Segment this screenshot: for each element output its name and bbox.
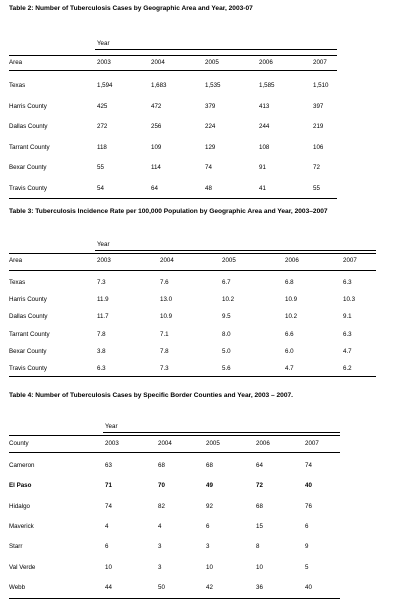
table2-cell: 118 bbox=[97, 143, 107, 151]
table4-cell: 4 bbox=[105, 522, 109, 530]
table3-cell: 7.3 bbox=[160, 365, 169, 372]
table4-cell: 36 bbox=[256, 583, 263, 591]
table4-cell: 10 bbox=[206, 563, 213, 571]
table4-cell: 74 bbox=[105, 502, 112, 510]
table2-cell: 108 bbox=[259, 143, 270, 151]
table4-cell: 71 bbox=[105, 482, 112, 490]
table4-top-rule bbox=[9, 435, 340, 436]
table3-cell: 7.6 bbox=[160, 279, 169, 286]
table2-row-name: Bexar County bbox=[9, 164, 47, 171]
table2-cell: 114 bbox=[151, 164, 161, 171]
table2-cell: 74 bbox=[205, 164, 212, 171]
table2-year-label: Year bbox=[97, 40, 110, 47]
table4-row-name: Val Verde bbox=[9, 563, 36, 571]
table4-row-name: El Paso bbox=[9, 482, 32, 490]
table3-row-name: Travis County bbox=[9, 365, 47, 372]
table2-year-header: 2005 bbox=[205, 59, 219, 66]
table4-cell: 6 bbox=[206, 522, 210, 530]
table3-cell: 6.8 bbox=[285, 279, 294, 286]
table2-cell: 1,510 bbox=[313, 82, 329, 89]
table2-cell: 55 bbox=[97, 164, 104, 171]
table2-cell: 64 bbox=[151, 184, 158, 192]
table2-cell: 54 bbox=[97, 184, 104, 192]
table4-cell: 82 bbox=[158, 502, 165, 510]
table4-cell: 40 bbox=[305, 482, 312, 490]
table2-year-header: 2003 bbox=[97, 59, 111, 66]
table4-row-name: Webb bbox=[9, 583, 26, 591]
table3-cell: 10.3 bbox=[343, 296, 356, 304]
table2-year-header: 2004 bbox=[151, 59, 165, 66]
table4-cell: 3 bbox=[206, 543, 210, 551]
table3-cell: 10.9 bbox=[160, 313, 173, 321]
table3-row-name: Tarrant County bbox=[9, 330, 50, 338]
table4-cell: 10 bbox=[105, 563, 112, 571]
table2-cell: 224 bbox=[205, 123, 216, 130]
table3-cell: 6.3 bbox=[97, 365, 106, 372]
table4-cell: 70 bbox=[158, 482, 165, 490]
table2-cell: 41 bbox=[259, 184, 266, 192]
table2-year-header: 2007 bbox=[313, 59, 327, 66]
table3-year-header: 2003 bbox=[97, 257, 111, 264]
table2-cell: 48 bbox=[205, 184, 212, 192]
table2-cell: 472 bbox=[151, 102, 162, 110]
table4-area-header: County bbox=[9, 440, 29, 447]
table3-cell: 9.5 bbox=[222, 313, 231, 321]
table2-cell: 1,594 bbox=[97, 82, 113, 89]
table2-cell: 425 bbox=[97, 102, 108, 110]
table2-cell: 244 bbox=[259, 123, 270, 130]
table3-cell: 10.2 bbox=[222, 296, 235, 304]
table3-cell: 6.3 bbox=[343, 279, 352, 286]
table2-row-name: Dallas County bbox=[9, 123, 48, 130]
table3-cell: 7.1 bbox=[160, 330, 169, 338]
table3-caption: Table 3: Tuberculosis Incidence Rate per 100,000 Population by Geographic Area and Year, 2003–2007 bbox=[9, 208, 328, 215]
table3-cell: 5.0 bbox=[222, 347, 231, 355]
table4-cell: 8 bbox=[256, 543, 260, 551]
table4-cell: 63 bbox=[105, 462, 112, 469]
table4-cell: 76 bbox=[305, 502, 312, 510]
table2-row-name: Texas bbox=[9, 82, 26, 89]
table3-cell: 9.1 bbox=[343, 313, 352, 321]
table4-cell: 68 bbox=[158, 462, 165, 469]
table3-cell: 6.0 bbox=[285, 347, 294, 355]
table4-header-rule bbox=[9, 452, 340, 453]
table2-cell: 1,585 bbox=[259, 82, 275, 89]
table3-cell: 4.7 bbox=[285, 365, 294, 372]
table4-cell: 3 bbox=[158, 543, 162, 551]
table3-cell: 7.3 bbox=[97, 279, 106, 286]
table4-row-name: Starr bbox=[9, 543, 23, 551]
table4-cell: 49 bbox=[206, 482, 213, 490]
table3-header-rule bbox=[9, 270, 376, 271]
table4-cell: 42 bbox=[206, 583, 213, 591]
table3-cell: 8.0 bbox=[222, 330, 231, 338]
table2-cell: 106 bbox=[313, 143, 324, 151]
table2-bottom-rule bbox=[9, 198, 337, 199]
table4-cell: 68 bbox=[256, 502, 263, 510]
table3-cell: 6.3 bbox=[343, 330, 352, 338]
table3-cell: 10.9 bbox=[285, 296, 298, 304]
table3-top-rule bbox=[9, 253, 376, 254]
table4-row-name: Maverick bbox=[9, 522, 34, 530]
table4-cell: 68 bbox=[206, 462, 213, 469]
table2-cell: 397 bbox=[313, 102, 324, 110]
table2-cell: 129 bbox=[205, 143, 216, 151]
table4-year-header: 2006 bbox=[256, 440, 270, 447]
table3-year-header: 2005 bbox=[222, 257, 236, 264]
table4-cell: 3 bbox=[158, 563, 162, 571]
table4-year-header: 2003 bbox=[105, 440, 119, 447]
table3-cell: 5.6 bbox=[222, 365, 231, 372]
table4-cell: 72 bbox=[256, 482, 263, 490]
table4-caption: Table 4: Number of Tuberculosis Cases by Specific Border Counties and Year, 2003 – 2007. bbox=[9, 392, 294, 399]
table2-cell: 256 bbox=[151, 123, 162, 130]
table4-cell: 50 bbox=[158, 583, 165, 591]
table3-year-label: Year bbox=[97, 241, 110, 248]
table3-cell: 4.7 bbox=[343, 347, 352, 355]
table2-cell: 379 bbox=[205, 102, 216, 110]
table4-cell: 15 bbox=[256, 522, 263, 530]
table4-cell: 4 bbox=[158, 522, 162, 530]
table2-cell: 72 bbox=[313, 164, 320, 171]
table2-top-rule bbox=[9, 55, 337, 56]
table3-cell: 11.9 bbox=[97, 296, 109, 304]
table3-year-rule bbox=[95, 250, 376, 251]
table2-cell: 219 bbox=[313, 123, 324, 130]
table3-row-name: Dallas County bbox=[9, 313, 48, 321]
table4-year-label: Year bbox=[105, 423, 118, 430]
table3-cell: 6.6 bbox=[285, 330, 294, 338]
table2-header-rule bbox=[9, 70, 337, 71]
table3-cell: 11.7 bbox=[97, 313, 109, 321]
table2-cell: 91 bbox=[259, 164, 266, 171]
table4-cell: 6 bbox=[305, 522, 309, 530]
table4-row-name: Cameron bbox=[9, 462, 35, 469]
table3-cell: 6.7 bbox=[222, 279, 231, 286]
table2-row-name: Travis County bbox=[9, 184, 47, 192]
table4-bottom-rule bbox=[9, 598, 340, 599]
table3-cell: 7.8 bbox=[97, 330, 106, 338]
table4-cell: 40 bbox=[305, 583, 312, 591]
table3-cell: 13.0 bbox=[160, 296, 173, 304]
table4-year-header: 2007 bbox=[305, 440, 319, 447]
table2-year-rule bbox=[95, 49, 337, 50]
table4-year-header: 2005 bbox=[206, 440, 220, 447]
table4-cell: 5 bbox=[305, 563, 309, 571]
table2-cell: 1,535 bbox=[205, 82, 221, 89]
table3-year-header: 2006 bbox=[285, 257, 299, 264]
table4-year-rule bbox=[103, 432, 340, 433]
table4-cell: 74 bbox=[305, 462, 312, 469]
table3-area-header: Area bbox=[9, 257, 23, 264]
table4-cell: 92 bbox=[206, 502, 213, 510]
table2-cell: 109 bbox=[151, 143, 162, 151]
table4-row-name: Hidalgo bbox=[9, 502, 30, 510]
table3-year-header: 2004 bbox=[160, 257, 174, 264]
table3-cell: 3.8 bbox=[97, 347, 106, 355]
table2-area-header: Area bbox=[9, 59, 23, 66]
table3-row-name: Texas bbox=[9, 279, 26, 286]
table3-row-name: Harris County bbox=[9, 296, 47, 304]
table3-cell: 7.8 bbox=[160, 347, 169, 355]
table3-row-name: Bexar County bbox=[9, 347, 47, 355]
table2-row-name: Tarrant County bbox=[9, 143, 50, 151]
table4-cell: 9 bbox=[305, 543, 309, 551]
table2-caption: Table 2: Number of Tuberculosis Cases by Geographic Area and Year, 2003-07 bbox=[9, 5, 253, 12]
table3-cell: 10.2 bbox=[285, 313, 298, 321]
table4-cell: 64 bbox=[256, 462, 263, 469]
table4-cell: 6 bbox=[105, 543, 109, 551]
table2-cell: 272 bbox=[97, 123, 108, 130]
table2-cell: 1,683 bbox=[151, 82, 167, 89]
table2-year-header: 2006 bbox=[259, 59, 273, 66]
table4-year-header: 2004 bbox=[158, 440, 172, 447]
table3-year-header: 2007 bbox=[343, 257, 357, 264]
table2-cell: 55 bbox=[313, 184, 320, 192]
table2-row-name: Harris County bbox=[9, 102, 47, 110]
table2-cell: 413 bbox=[259, 102, 270, 110]
table3-cell: 6.2 bbox=[343, 365, 352, 372]
table4-cell: 44 bbox=[105, 583, 112, 591]
table4-cell: 10 bbox=[256, 563, 263, 571]
table3-bottom-rule bbox=[9, 376, 376, 377]
